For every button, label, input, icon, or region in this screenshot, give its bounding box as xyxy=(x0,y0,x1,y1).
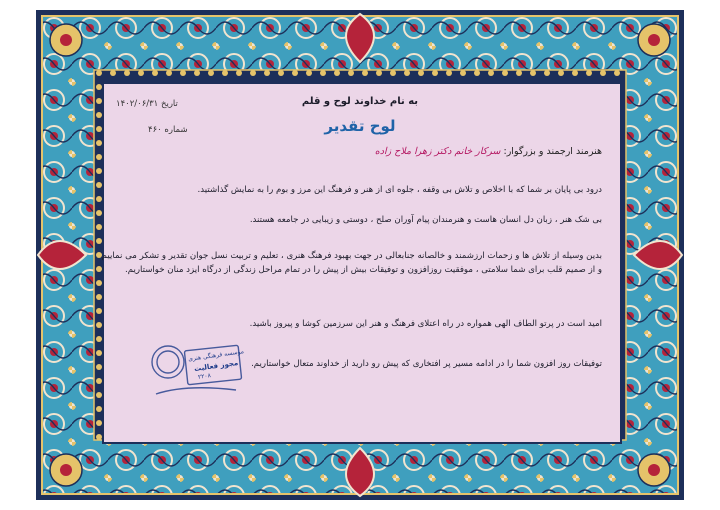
paragraph-5: امید است در پرتو الطاف الهی همواره در راه اعتلای فرهنگ و هنر این سرزمین کوشا و پیروز باشید. xyxy=(249,319,602,329)
paragraph-3: بدین وسیله از تلاش ها و زحمات ارزشمند و خالصانه جنابعالی در جهت بهبود فرهنگ هنری ، تعلیم و تربیت نسل جوان تقدیر و تشکر می نماییم xyxy=(101,251,602,261)
recipient-prefix: هنرمند ارجمند و بزرگوار: xyxy=(503,146,602,157)
stamp-line-2: مجوز فعالیت xyxy=(193,358,239,374)
number-value: ۴۶۰ xyxy=(148,125,162,135)
number-label: شماره xyxy=(164,125,188,135)
recipient-line xyxy=(375,146,602,158)
official-stamp xyxy=(148,330,244,402)
date-label: تاریخ xyxy=(160,99,178,109)
paragraph-2: بی شک هنر ، زبان دل انسان هاست و هنرمندان پیام آوران صلح ، دوستی و زیبایی در جامعه هستند. xyxy=(249,215,602,225)
stamp-line-3: ۲۲۰۸ xyxy=(197,372,212,381)
recipient-name: سرکار خانم دکتر زهرا ملاح زاده xyxy=(374,146,501,157)
certificate-title: لوح تقدیر xyxy=(324,117,396,135)
paragraph-4: و از صمیم قلب برای شما سلامتی ، موفقیت روزافزون و توفیقات بیش از پیش را در تمام مراحل زندگی از درگاه ایزد منان خواستاریم. xyxy=(125,265,602,275)
date-line xyxy=(116,98,178,110)
paragraph-1: درود بی پایان بر شما که با اخلاص و تلاش بی وقفه ، جلوه ای از هنر و فرهنگ این مرز و بوم را به نمایش گذاشتید. xyxy=(197,185,602,195)
stamp-line-1: موسسه فرهنگی هنری xyxy=(187,348,245,363)
paragraph-6: توفیقات روز افزون شما را در ادامه مسیر پر افتخاری که پیش رو دارید از خداوند متعال خواستاریم. xyxy=(251,359,602,369)
bismillah-heading: به نام خداوند لوح و قلم xyxy=(301,96,419,107)
date-value: ۱۴۰۲/۰۶/۳۱ xyxy=(116,99,159,109)
